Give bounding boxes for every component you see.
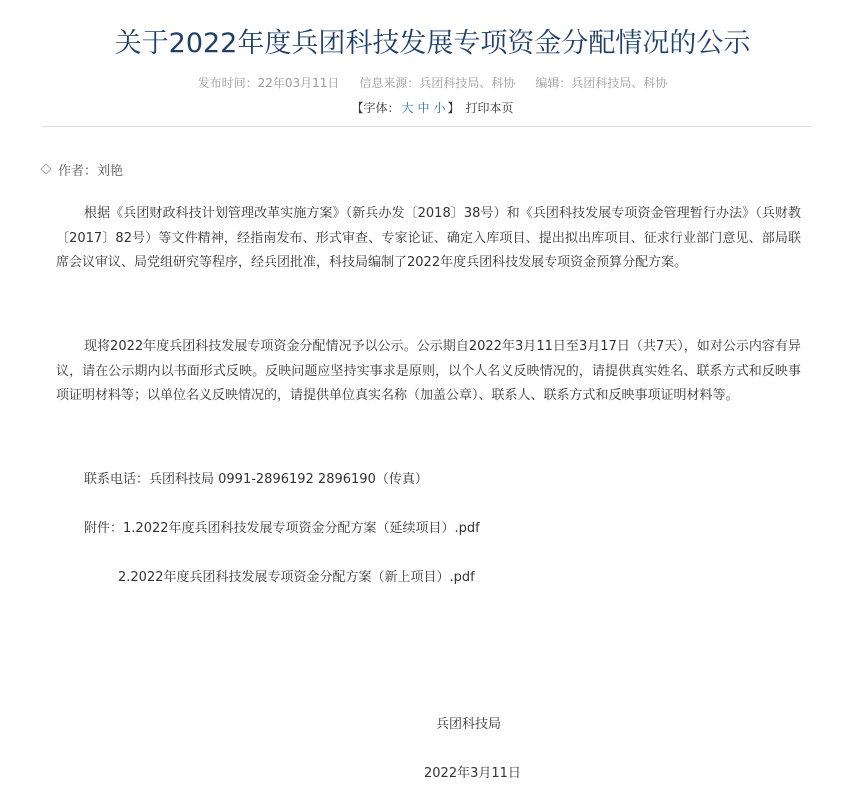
body-paragraph-1: 根据《兵团财政科技计划管理改革实施方案》（新兵办发〔2018〕38号）和《兵团科技发展专项资金管理暂行办法》（兵财教〔2017〕82号）等文件精神，经指南发布、形式审查、专家论证、确定入库项目、提出拟出库项目、征求行业部门意见、部局联席会议审议、局党组研究等程序，经兵团批准，科技局编制了2022年度兵团科技发展专项资金预算分配方案。 [56,206,801,270]
font-size-suffix: 】 [447,101,460,115]
publish-date: 发布时间：22年03月11日 [197,76,340,90]
header-divider [42,126,812,127]
font-size-prefix: 【字体： [351,101,400,115]
body-paragraph-2: 现将2022年度兵团科技发展专项资金分配情况予以公示。公示期自2022年3月11日至3月17日（共7天），如对公示内容有异议，请在公示期内以书面形式反映。反映问题应坚持实事求是原则，以个人名义反映情况的，请提供真实姓名、联系方式和反映事项证明材料等；以单位名义反映情况的，请提供单位真实名称（加盖公章）、联系人、联系方式和反映事项证明材料等。 [56,339,801,403]
page-title: 关于2022年度兵团科技发展专项资金分配情况的公示 [114,28,751,59]
signature-org: 兵团科技局 [436,717,502,732]
attachment-line-1 [84,519,480,539]
attachment-link-new[interactable]: 2.2022年度兵团科技发展专项资金分配方案（新上项目）.pdf [118,570,475,585]
font-size-small-link[interactable]: 小 [433,101,446,115]
font-size-large-link[interactable]: 大 [401,101,414,115]
attachment-line-2 [118,568,475,588]
author-text: 作者：刘艳 [58,164,124,179]
font-size-medium-link[interactable]: 中 [417,101,430,115]
editor: 编辑：兵团科技局、科协 [535,76,668,90]
author-line [42,162,123,182]
print-page-link[interactable]: 打印本页 [465,101,514,115]
attachment-label: 附件： [84,521,124,536]
article-meta [0,74,865,92]
contact-phone: 联系电话：兵团科技局 0991-2896192 2896190（传真） [84,472,428,487]
diamond-bullet-icon [40,163,51,174]
attachment-link-continuing[interactable]: 1.2022年度兵团科技发展专项资金分配方案（延续项目）.pdf [123,521,480,536]
font-size-bar [0,99,865,117]
signature-date: 2022年3月11日 [424,766,521,781]
info-source: 信息来源：兵团科技局、科协 [359,76,516,90]
